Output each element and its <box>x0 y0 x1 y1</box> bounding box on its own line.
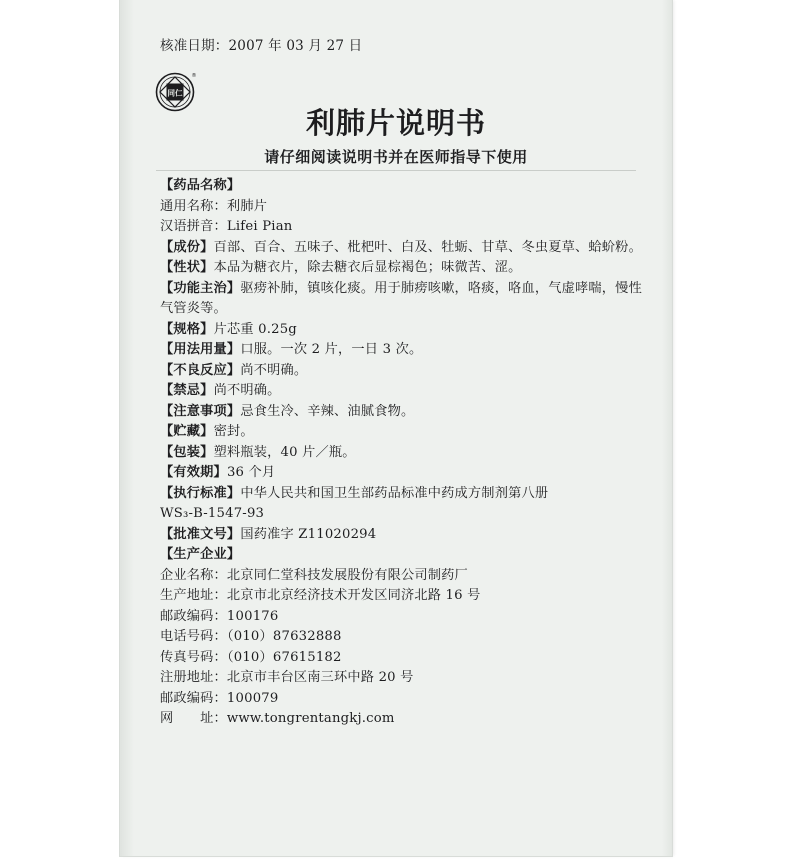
leaflet-line <box>160 525 376 544</box>
section-heading: 【执行标准】 <box>160 485 241 501</box>
section-text: WS₃-B-1547-93 <box>160 506 265 521</box>
section-text: 百部、百合、五味子、枇杷叶、白及、牡蛎、甘草、冬虫夏草、蛤蚧粉。 <box>213 239 642 255</box>
section-text: 驱痨补肺，镇咳化痰。用于肺痨咳嗽，咯痰，咯血，气虚哮喘，慢性 <box>240 280 642 296</box>
leaflet-line <box>160 340 422 359</box>
leaflet-line <box>160 607 278 626</box>
section-text: 汉语拼音：Lifei Pian <box>160 219 293 234</box>
leaflet-line <box>160 361 307 380</box>
leaflet-line <box>160 320 297 339</box>
leaflet-line <box>160 238 642 257</box>
leaflet-line <box>160 668 414 687</box>
leaflet-line <box>160 627 342 646</box>
section-text: 网 址：www.tongrentangkj.com <box>160 711 395 726</box>
section-heading: 【药品名称】 <box>160 178 241 193</box>
section-text: 传真号码：（010）67615182 <box>160 649 342 665</box>
section-text: 企业名称：北京同仁堂科技发展股份有限公司制药厂 <box>160 567 468 583</box>
leaflet-line <box>160 443 356 462</box>
section-text: 密封。 <box>213 424 254 439</box>
page-title: 利肺片说明书 <box>305 106 486 140</box>
section-text: 36 个月 <box>226 465 276 480</box>
leaflet-line <box>160 484 548 503</box>
section-text: 忌食生冷、辛辣、油腻食物。 <box>240 403 415 419</box>
leaflet-line <box>160 381 281 400</box>
section-heading: 【包装】 <box>160 444 214 460</box>
section-text: 生产地址：北京市北京经济技术开发区同济北路 16 号 <box>160 588 481 603</box>
section-heading: 【批准文号】 <box>160 526 241 542</box>
section-text: 通用名称：利肺片 <box>160 198 268 214</box>
approval-date: 核准日期：2007 年 03 月 27 日 <box>160 38 363 54</box>
leaflet-page <box>120 0 672 856</box>
leaflet-line <box>160 504 264 523</box>
leaflet-line <box>160 402 414 421</box>
section-heading: 【禁忌】 <box>160 383 214 398</box>
section-text: 本品为糖衣片，除去糖衣后显棕褐色；味微苦、涩。 <box>213 260 522 275</box>
section-text: 中华人民共和国卫生部药品标准中药成方制剂第八册 <box>240 485 549 501</box>
section-heading: 【贮藏】 <box>160 424 214 439</box>
leaflet-line <box>160 217 292 236</box>
section-text: 国药准字 Z11020294 <box>240 526 377 542</box>
svg-text:®: ® <box>191 73 197 79</box>
section-text: 注册地址：北京市丰台区南三环中路 20 号 <box>160 670 414 685</box>
leaflet-line <box>160 709 395 728</box>
leaflet-line <box>160 176 240 195</box>
section-text: 邮政编码：100176 <box>160 608 279 624</box>
section-heading: 【不良反应】 <box>160 362 241 378</box>
svg-text:同仁: 同仁 <box>167 88 183 98</box>
section-text: 片芯重 0.25g <box>213 321 297 337</box>
section-text: 口服。一次 2 片，一日 3 次。 <box>240 342 423 357</box>
section-heading: 【有效期】 <box>160 465 227 480</box>
section-heading: 【生产企业】 <box>160 547 241 562</box>
leaflet-line <box>160 299 227 318</box>
divider <box>156 170 636 171</box>
section-text: 邮政编码：100079 <box>160 690 279 706</box>
section-heading: 【规格】 <box>160 321 214 337</box>
leaflet-line <box>160 197 267 216</box>
section-text: 塑料瓶装，40 片／瓶。 <box>213 444 356 460</box>
section-text: 气管炎等。 <box>160 301 227 316</box>
leaflet-line <box>160 648 342 667</box>
leaflet-line <box>160 566 468 585</box>
leaflet-line <box>160 545 240 564</box>
section-heading: 【用法用量】 <box>160 342 241 357</box>
section-text: 尚不明确。 <box>213 383 281 398</box>
leaflet-line <box>160 279 642 298</box>
leaflet-line <box>160 689 278 708</box>
section-text: 尚不明确。 <box>240 362 308 378</box>
section-text: 电话号码：（010）87632888 <box>160 629 342 644</box>
section-heading: 【成份】 <box>160 239 214 255</box>
leaflet-line <box>160 258 521 277</box>
section-heading: 【性状】 <box>160 260 214 275</box>
section-heading: 【注意事项】 <box>160 403 241 419</box>
page-subtitle: 请仔细阅读说明书并在医师指导下使用 <box>264 148 528 166</box>
leaflet-line <box>160 463 275 482</box>
section-heading: 【功能主治】 <box>160 280 241 296</box>
leaflet-line <box>160 422 254 441</box>
leaflet-line <box>160 586 481 605</box>
